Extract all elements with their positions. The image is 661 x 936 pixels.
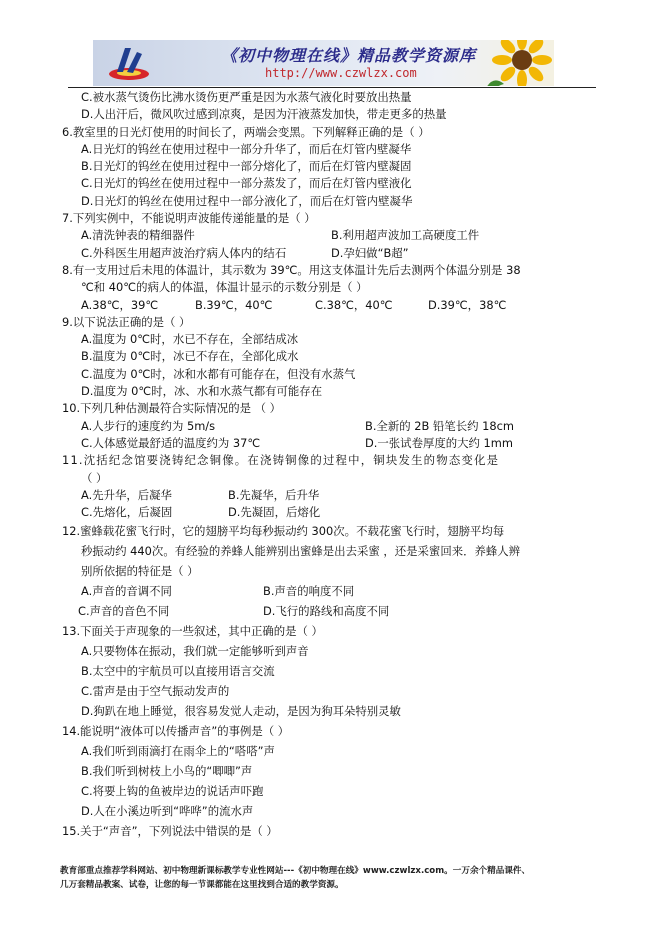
q12-options-row1: [62, 581, 598, 601]
q12-stem: 12.蜜蜂载花蜜飞行时，它的翅膀平均每秒振动约 300次。不载花蜜飞行时，翅膀平均每: [62, 524, 505, 539]
q7-option-d: D.孕妇做“B超”: [331, 245, 409, 260]
q9-option-a: A.温度为 0℃时，水已不存在，全部结成冰: [81, 332, 299, 347]
q8-option-c: C.38℃，40℃: [315, 297, 393, 312]
q7-options-row1: [62, 227, 598, 244]
q10-option-a: A.人步行的速度约为 5m/s: [81, 418, 216, 433]
q12-option-a: A.声音的音调不同: [81, 584, 172, 599]
q12-option-c: C.声音的音色不同: [78, 604, 170, 619]
q10-options-row2: [62, 435, 598, 452]
footer-line-1: 教育部重点推荐学科网站、初中物理新课标教学专业性网站---《初中物理在线》www.czwlzx.com。一万余个精品课件、: [60, 866, 531, 876]
q10-option-d: D.一张试卷厚度的大约 1mm: [365, 435, 513, 450]
q11-stem-cont: （ ）: [81, 470, 108, 485]
q11-option-a: A.先升华，后凝华: [81, 487, 172, 502]
q14-option-b: B.我们听到树枝上小鸟的“唧唧”声: [81, 764, 253, 779]
page-footer: [60, 864, 620, 892]
q7-option-b: B.利用超声波加工高硬度工件: [331, 228, 480, 243]
q10-option-b: B.全新的 2B 铅笔长约 18cm: [365, 418, 514, 433]
q13-option-b: B.太空中的宇航员可以直接用语言交流: [81, 664, 275, 679]
q5-option-c: C.被水蒸气烫伤比沸水烫伤更严重是因为水蒸气液化时要放出热量: [81, 90, 412, 104]
q8-stem: 8.有一支用过后未甩的体温计，其示数为 39℃。用这支体温计先后去测两个体温分别是 38: [62, 262, 521, 277]
q8-option-d: D.39℃，38℃: [428, 297, 507, 312]
q10-stem: 10.下列几种估测最符合实际情况的是 （ ）: [62, 401, 281, 416]
q8-stem-cont: ℃和 40℃的病人的体温，体温计显示的示数分别是（ ）: [81, 280, 368, 295]
q7-option-c: C.外科医生用超声波治疗病人体内的结石: [81, 245, 287, 260]
q9-option-d: D.温度为 0℃时，冰、水和水蒸气都有可能存在: [81, 384, 323, 399]
q14-option-c: C.将要上钩的鱼被岸边的说话声吓跑: [81, 784, 264, 799]
sunflower-icon: [482, 40, 552, 86]
q9-option-c: C.温度为 0℃时，冰和水都有可能存在，但没有水蒸气: [81, 366, 356, 381]
q11-option-b: B.先凝华，后升华: [228, 487, 320, 502]
q8-option-b: B.39℃，40℃: [195, 297, 273, 312]
q13-option-d: D.狗趴在地上睡觉，很容易发觉人走动，是因为狗耳朵特别灵敏: [81, 704, 401, 719]
q12-option-b: B.声音的响度不同: [263, 584, 355, 599]
q14-stem: 14.能说明“液体可以传播声音”的事例是（ ）: [62, 724, 290, 739]
q11-option-c: C.先熔化，后凝固: [81, 505, 173, 520]
q13-stem: 13.下面关于声现象的一些叙述，其中正确的是（ ）: [62, 624, 323, 639]
exam-content: [62, 89, 598, 841]
footer-line-2: 几万套精品教案、试卷，让您的每一节课都能在这里找到合适的教学资源。: [60, 880, 344, 890]
q10-options-row1: [62, 418, 598, 435]
q6-option-d: D.日光灯的钨丝在使用过程中一部分液化了，而后在灯管内壁凝华: [81, 193, 413, 208]
q11-options-row2: [62, 504, 598, 521]
banner-title: 《初中物理在线》精品教学资源库: [221, 46, 477, 65]
q9-stem: 9.以下说法正确的是（ ）: [62, 314, 191, 329]
q12-stem-cont2: 别所依据的特征是（ ）: [81, 564, 199, 579]
q7-options-row2: [62, 245, 598, 262]
banner-url[interactable]: http://www.czwlzx.com: [265, 66, 417, 80]
q6-stem: 6.教室里的日光灯使用的时间长了，两端会变黑。下列解释正确的是（ ）: [62, 124, 430, 139]
q12-stem-cont: 秒振动约 440次。有经验的养蜂人能辨别出蜜蜂是出去采蜜 ，还是采蜜回来．养蜂人辨: [81, 544, 521, 559]
q13-option-c: C.雷声是由于空气振动发声的: [81, 684, 230, 699]
q6-option-a: A.日光灯的钨丝在使用过程中一部分升华了，而后在灯管内壁凝华: [81, 141, 412, 156]
q5-option-d: D.人出汗后，微风吹过感到凉爽，是因为汗液蒸发加快，带走更多的热量: [81, 107, 447, 122]
q12-options-row2: [62, 601, 598, 621]
q13-option-a: A.只要物体在振动，我们就一定能够听到声音: [81, 644, 309, 659]
q9-option-b: B.温度为 0℃时，冰已不存在，全部化成水: [81, 349, 299, 364]
q14-option-a: A.我们听到雨滴打在雨伞上的“嗒嗒”声: [81, 744, 275, 759]
q15-stem: 15.关于“声音”，下列说法中错误的是（ ）: [62, 824, 278, 839]
q10-option-c: C.人体感觉最舒适的温度约为 37℃: [81, 435, 261, 450]
header-rule: [68, 87, 596, 88]
q12-option-d: D.飞行的路线和高度不同: [263, 604, 390, 619]
q14-option-d: D.人在小溪边听到“哗哗”的流水声: [81, 804, 254, 819]
q11-options-row1: [62, 487, 598, 504]
q11-stem: 11.沈括纪念馆要浇铸纪念铜像。在浇铸铜像的过程中，铜块发生的物态变化是: [62, 453, 500, 468]
czwlzx-logo-icon: [107, 44, 151, 82]
q7-stem: 7.下列实例中，不能说明声波能传递能量的是（ ）: [62, 211, 316, 226]
q6-option-b: B.日光灯的钨丝在使用过程中一部分熔化了，而后在灯管内壁凝固: [81, 159, 412, 174]
q6-option-c: C.日光灯的钨丝在使用过程中一部分蒸发了，而后在灯管内壁液化: [81, 176, 412, 191]
header-banner: [93, 40, 554, 86]
q7-option-a: A.清洗钟表的精细器件: [81, 228, 195, 243]
q8-option-a: A.38℃，39℃: [81, 297, 159, 312]
q11-option-d: D.先凝固，后熔化: [228, 505, 321, 520]
q8-options-row: [62, 297, 598, 314]
